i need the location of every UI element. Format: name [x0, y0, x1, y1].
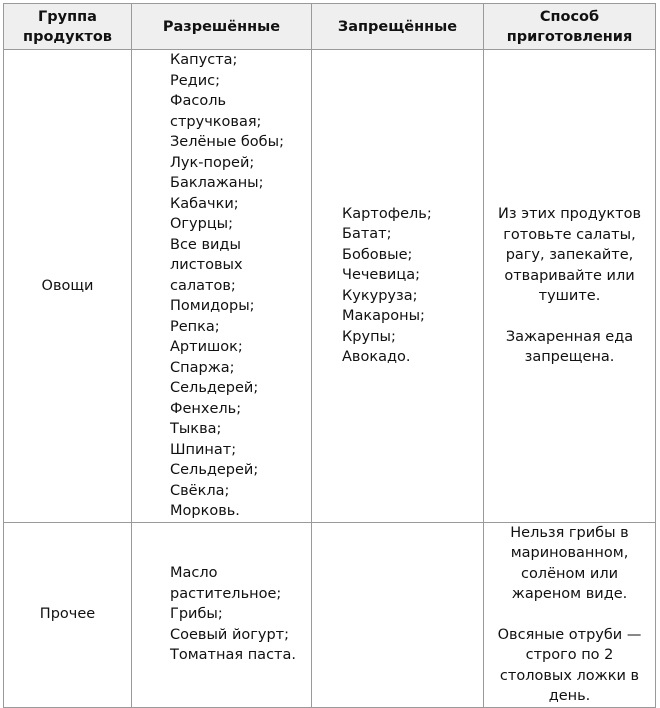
cooking-text: Зажаренная еда запрещена.: [505, 328, 634, 365]
list-item: Чечевица;: [342, 267, 420, 284]
forbidden-cell-empty: [312, 522, 484, 707]
table-row-other: [4, 522, 656, 707]
cooking-cell: [484, 522, 656, 707]
header-forbidden: Запрещённые: [312, 4, 484, 50]
list-item: Зелёные бобы;: [170, 134, 284, 150]
list-item: Грибы;: [170, 606, 223, 623]
group-cell: Прочее: [4, 522, 132, 707]
table-row-vegetables: [4, 50, 656, 523]
list-item: Кабачки;: [170, 195, 239, 212]
list-item: Фасоль: [170, 93, 227, 109]
list-item: Батат;: [342, 226, 392, 243]
list-item: Капуста;: [170, 52, 238, 68]
list-item: Все виды: [170, 236, 241, 253]
list-item: Артишок;: [170, 339, 243, 355]
list-item: Свёкла;: [170, 482, 230, 499]
list-item: Авокадо.: [342, 349, 411, 366]
list-item: Баклажаны;: [170, 175, 264, 191]
list-item: Репка;: [170, 318, 220, 335]
list-item: Лук-порей;: [170, 154, 255, 171]
list-item: Тыква;: [170, 421, 222, 437]
list-item: Огурцы;: [170, 216, 234, 232]
group-cell: Овощи: [4, 50, 132, 523]
list-item: стручковая;: [170, 113, 262, 130]
list-item: Макароны;: [342, 308, 425, 325]
list-item: листовых: [170, 257, 243, 273]
cooking-text: Нельзя грибы в маринованном, солёном или жареном виде.: [510, 524, 629, 602]
list-item: Помидоры;: [170, 298, 255, 314]
list-item: Спаржа;: [170, 359, 235, 376]
list-item: Картофель;: [342, 205, 432, 222]
list-item: Масло: [170, 565, 218, 582]
cooking-text: Из этих продуктов готовьте салаты, рагу, запекайте, отваривайте или тушите.: [498, 206, 641, 304]
cooking-cell: [484, 50, 656, 523]
food-table: [3, 3, 656, 708]
list-item: Крупы;: [342, 328, 396, 345]
list-item: Сельдерей;: [170, 462, 259, 478]
list-item: Шпинат;: [170, 441, 237, 458]
list-item: Фенхель;: [170, 400, 242, 417]
header-row: [4, 4, 656, 50]
list-item: Томатная паста.: [170, 647, 296, 664]
allowed-cell: [132, 50, 312, 523]
list-item: Бобовые;: [342, 246, 413, 263]
forbidden-list: [342, 204, 477, 368]
allowed-cell: [132, 522, 312, 707]
header-group: Группа продуктов: [4, 4, 132, 50]
allowed-list: [170, 50, 305, 522]
forbidden-cell: [312, 50, 484, 523]
header-allowed: Разрешённые: [132, 4, 312, 50]
list-item: салатов;: [170, 277, 236, 294]
list-item: Сельдерей;: [170, 380, 259, 396]
header-cooking: Способ приготовления: [484, 4, 656, 50]
list-item: Редис;: [170, 72, 220, 89]
list-item: растительное;: [170, 585, 282, 602]
list-item: Морковь.: [170, 503, 240, 519]
cooking-text: Овсяные отруби — строго по 2 столовых ложки в день.: [497, 626, 642, 704]
list-item: Кукуруза;: [342, 287, 418, 304]
allowed-list: [170, 563, 305, 666]
list-item: Соевый йогурт;: [170, 626, 289, 643]
